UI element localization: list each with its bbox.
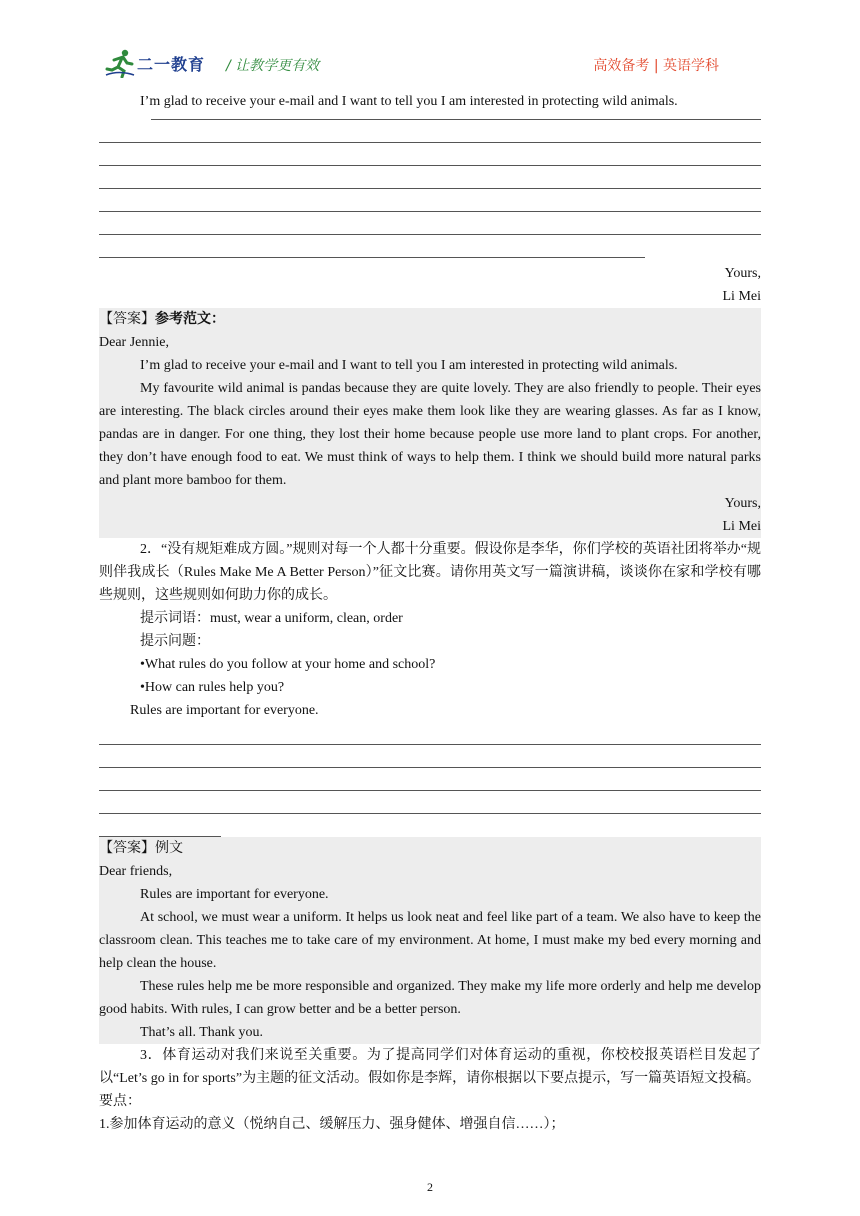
answer-line xyxy=(99,235,645,258)
answer-label xyxy=(99,308,761,331)
answer-line xyxy=(99,745,761,768)
page-body xyxy=(99,90,761,1136)
question-1-writing xyxy=(99,90,761,308)
q1-opening-text: I’m glad to receive your e-mail and I want to tell you I am interested in protecting wild animals. xyxy=(140,94,678,109)
answer1-signature: Li Mei xyxy=(722,519,761,534)
header-slogan: / 让教学更有效 xyxy=(226,58,320,74)
q1-closing: Yours, xyxy=(724,266,761,281)
q3-point: 1.参加体育运动的意义（悦纳自己、缓解压力、强身健体、增强自信……）； xyxy=(99,1117,565,1132)
runner-logo-icon xyxy=(105,48,135,78)
answer1-closing: Yours, xyxy=(724,496,761,511)
question-2 xyxy=(99,538,761,837)
q2-hint-question: •What rules do you follow at your home and school? xyxy=(140,657,436,672)
logo xyxy=(105,48,205,78)
answer-label-sample: 参考范文： xyxy=(155,312,225,327)
answer-line xyxy=(99,722,761,745)
answer2-greeting: Dear friends, xyxy=(99,864,173,879)
q2-hint-question: •How can rules help you? xyxy=(140,680,285,695)
q1-opening xyxy=(99,90,761,113)
answer2-paragraph: At school, we must wear a uniform. It helps us look neat and feel like part of a team. We also have to keep the classroom clean. This teaches me to take care of my environment. At home, I must make my bed every morning and help clean the house. xyxy=(99,910,761,971)
q2-hint-questions-label: 提示问题： xyxy=(140,634,210,649)
q3-prompt: 3．体育运动对我们来说至关重要。为了提高同学们对体育运动的重视，你校校报英语栏目发起了以“Let’s go in for sports”为主题的征文活动。假如你是李辉，请你根据以下要点提示，写一篇英语短文投稿。 xyxy=(99,1048,761,1086)
answer1-paragraph: I’m glad to receive your e-mail and I want to tell you I am interested in protecting wild animals. xyxy=(140,358,678,373)
answer-line xyxy=(99,189,761,212)
answer2-paragraph: These rules help me be more responsible and organized. They make my life more orderly and help me develop good habits. With rules, I can grow better and be a better person. xyxy=(99,979,761,1017)
header-subject: 高效备考 | 英语学科 xyxy=(593,58,719,74)
question-3 xyxy=(99,1044,761,1136)
q1-signature: Li Mei xyxy=(722,289,761,304)
answer2-paragraph: Rules are important for everyone. xyxy=(140,887,329,902)
answer-block-1 xyxy=(99,308,761,538)
answer-label-text: 【答案】 xyxy=(99,312,155,327)
q3-points-label: 要点： xyxy=(99,1094,141,1109)
page-number: 2 xyxy=(427,1180,433,1194)
answer-block-2 xyxy=(99,837,761,1044)
answer-line xyxy=(99,166,761,189)
answer-lines-1 xyxy=(99,97,761,258)
answer-line xyxy=(99,212,761,235)
q2-prompt: 2．“没有规矩难成方圆。”规则对每一个人都十分重要。假设你是李华，你们学校的英语社团将举办“规则伴我成长（Rules Make Me A Better Person）”征文比赛。请你用英文写一篇演讲稿，谈谈你在家和学校有哪些规则，这些规则如何助力你的成长。 xyxy=(99,542,761,603)
page-header xyxy=(0,0,860,90)
answer-lines-2 xyxy=(99,722,761,837)
q2-hint-words: 提示词语：must, wear a uniform, clean, order xyxy=(140,611,403,626)
answer-line xyxy=(99,768,761,791)
answer-line xyxy=(99,120,761,143)
logo-text: 二一教育 xyxy=(137,54,206,74)
answer-line xyxy=(99,791,761,814)
answer1-greeting: Dear Jennie, xyxy=(99,335,169,350)
answer-line xyxy=(99,143,761,166)
answer1-paragraph: My favourite wild animal is pandas because they are quite lovely. They are also friendly to people. Their eyes are interesting. The black circles around their eyes make them look like they are wearing glasses. As far as I know, pandas are in danger. For one thing, they lost their home because people use more land to plant crops. For another, they don’t have enough food to eat. We must think of ways to help them. I think we should build more natural parks and plant more bamboo for them. xyxy=(99,381,761,488)
answer-line xyxy=(99,814,221,837)
answer2-paragraph: That’s all. Thank you. xyxy=(140,1025,263,1040)
answer2-label: 【答案】例文 xyxy=(99,841,183,856)
q2-start: Rules are important for everyone. xyxy=(130,703,319,718)
